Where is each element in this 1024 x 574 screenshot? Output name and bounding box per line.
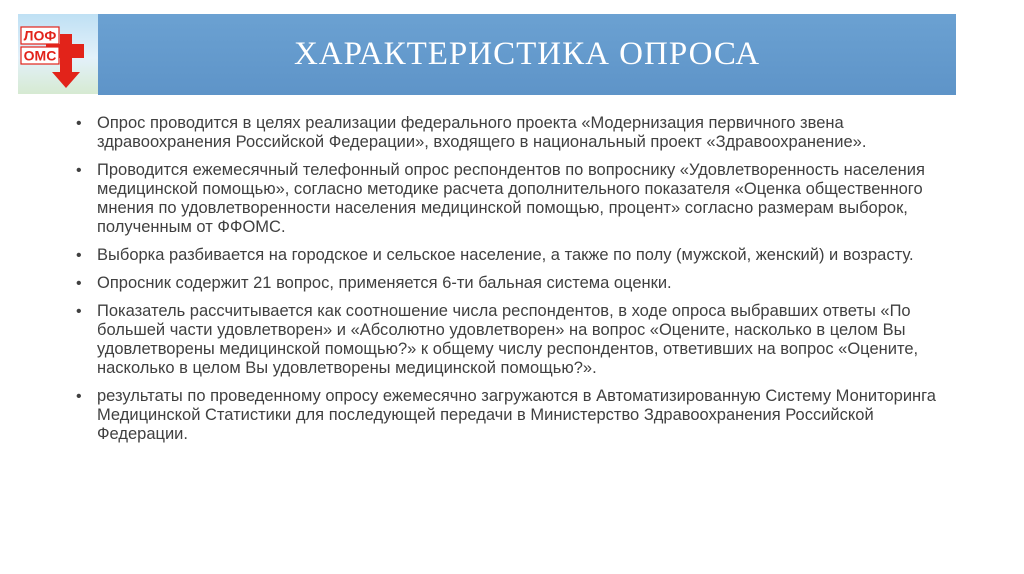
list-item [72, 387, 952, 444]
list-item [72, 246, 952, 265]
logo-line1: ЛОФ [23, 27, 57, 44]
list-item-text: Выборка разбивается на городское и сельское население, а также по полу (мужской, женский) и возрасту. [97, 246, 914, 264]
bullet-marker: • [76, 162, 82, 179]
page-title: ХАРАКТЕРИСТИКА ОПРОСА [293, 36, 761, 72]
bullet-marker: • [76, 247, 82, 264]
bullet-marker: • [76, 388, 82, 405]
list-item-text: Опрос проводится в целях реализации федерального проекта «Модернизация первичного звена здравоохранения Российской Федерации», входящего в национальный проект «Здравоохранение». [97, 114, 867, 151]
list-item-text: Опросник содержит 21 вопрос, применяется 6-ти бальная система оценки. [97, 274, 672, 292]
list-item [72, 274, 952, 293]
list-item-text: Проводится ежемесячный телефонный опрос респондентов по вопроснику «Удовлетворенность населения медицинской помощью», согласно методике расчета дополнительного показателя «Оценка общественного мнения по удовлетворенности населения медицинской помощью, процент» согласно размерам выборок, полученным от ФФОМС. [97, 161, 925, 236]
list-item [72, 114, 952, 152]
list-item-text: Показатель рассчитывается как соотношение числа респондентов, в ходе опроса выбравших ответы «По большей части удовлетворен» и «Абсолютно удовлетворен» на вопрос «Оцените, насколько в целом Вы удовлетворены медицинской помощью?» к общему числу респондентов, ответивших на вопрос «Оцените, насколько в целом Вы удовлетворены медицинской помощью?». [97, 302, 919, 377]
bullet-list [72, 114, 952, 453]
lofoms-logo [18, 14, 98, 94]
bullet-marker: • [76, 303, 82, 320]
title-bar [98, 14, 956, 95]
list-item [72, 161, 952, 237]
logo-line2: ОМС [23, 47, 57, 64]
list-item-text: результаты по проведенному опросу ежемесячно загружаются в Автоматизированную Систему Мониторинга Медицинской Статистики для последующей передачи в Министерство Здравоохранения Российской Федерации. [97, 387, 936, 443]
bullet-marker: • [76, 115, 82, 132]
bullet-marker: • [76, 275, 82, 292]
logo-graphic [18, 14, 98, 94]
list-item [72, 302, 952, 378]
